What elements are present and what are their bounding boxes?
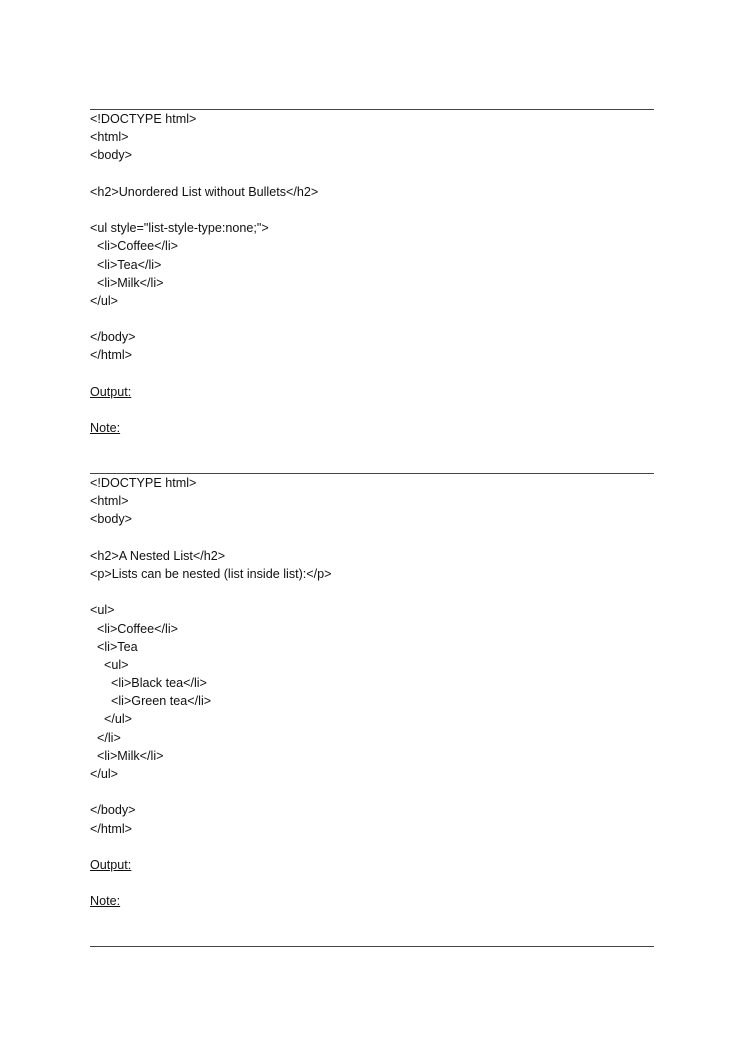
code-line: <li>Green tea</li> [90, 694, 212, 709]
code-line: <body> [90, 512, 133, 527]
code-line [90, 310, 654, 328]
code-line: <h2>A Nested List</h2> [90, 548, 226, 563]
code-line: </ul> [90, 293, 119, 308]
code-line: <ul> [90, 603, 115, 618]
code-line: <ul> [90, 657, 129, 672]
code-line: </body> [90, 330, 136, 345]
code-line [90, 165, 654, 183]
code-line: <li>Coffee</li> [90, 621, 178, 636]
code-line: <li>Milk</li> [90, 748, 164, 763]
code-line: </html> [90, 821, 132, 836]
code-line: </li> [90, 730, 121, 745]
code-line [90, 529, 654, 547]
code-line: <!DOCTYPE html> [90, 476, 197, 490]
code-line: <li>Black tea</li> [90, 676, 207, 691]
code-line: <html> [90, 494, 129, 509]
code-line: <li>Tea [90, 639, 138, 654]
code-line [90, 201, 654, 219]
code-line: <html> [90, 130, 129, 145]
code-line [90, 583, 654, 601]
code-line [90, 783, 654, 801]
code-line: <li>Coffee</li> [90, 239, 178, 254]
code-example-1 [90, 110, 654, 437]
code-line: <li>Milk</li> [90, 275, 164, 290]
code-line: </ul> [90, 767, 119, 781]
note-label: Note: [90, 894, 121, 909]
code-line: </html> [90, 348, 132, 363]
divider-bottom [90, 946, 654, 947]
note-label: Note: [90, 421, 121, 436]
code-line: <h2>Unordered List without Bullets</h2> [90, 184, 319, 199]
code-example-2 [90, 474, 654, 911]
output-label: Output: [90, 857, 132, 872]
output-label: Output: [90, 384, 132, 399]
code-line: </body> [90, 803, 136, 818]
code-line: <ul style="list-style-type:none;"> [90, 221, 269, 236]
code-line: </ul> [90, 712, 133, 727]
code-line: <body> [90, 148, 133, 163]
code-line: <p>Lists can be nested (list inside list):</p> [90, 566, 332, 581]
code-line: <li>Tea</li> [90, 257, 162, 272]
code-line: <!DOCTYPE html> [90, 112, 197, 126]
